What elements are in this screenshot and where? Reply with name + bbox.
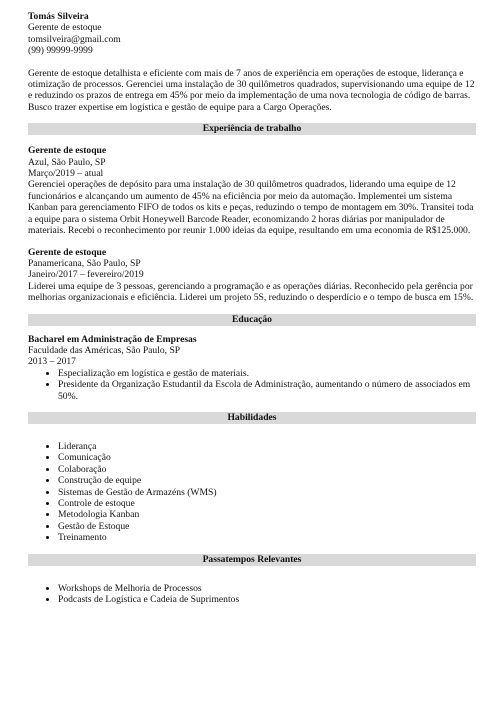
degree-title: Bacharel em Administração de Empresas (28, 333, 197, 345)
job-description: Liderei uma equipe de 3 pessoas, gerenciando a programação e as operações diárias. Reconhecido pela gerência por melhorias organizacionais e eficiência. Liderei um projeto 5S, reduzindo o desperdício e o tempo de busca em 15%. (28, 280, 474, 304)
professional-summary: Gerente de estoque detalhista e eficiente com mais de 7 anos de experiência em operações de estoque, liderança e otimização de processos. Gerenciei uma instalação de 30 quilômetros quadrados, supervisionando uma equipe de 12 e reduzindo os prazos de entrega em 45% por meio da implementação de uma nova tecnologia de código de barras. Busco trazer expertise em logística e gestão de equipe para a Cargo Operações. (28, 67, 475, 113)
list-item: • Construção de equipe (58, 475, 476, 486)
list-item: • Colaboração (58, 464, 476, 475)
school-name: Faculdade das Américas, São Paulo, SP (28, 344, 181, 356)
list-item: • Podcasts de Logística e Cadeia de Suprimentos (58, 594, 476, 605)
list-item: • Sistemas de Gestão de Armazéns (WMS) (58, 487, 476, 498)
list-item: • Treinamento (58, 532, 476, 543)
section-heading-experience: Experiência de trabalho (28, 123, 476, 135)
section-heading-hobbies: Passatempos Relevantes (28, 554, 476, 566)
job-description: Gerenciei operações de depósito para uma instalação de 30 quilômetros quadrados, liderando uma equipe de 12 funcionários e alcançando um aumento de 45% na eficiência por meio da automação. Implementei um sistema Kanban para gerenciamento FIFO de todos os kits e peças, reduzindo o tempo de montagem em 30%. Transitei toda a equipe para o sistema Orbit Honeywell Barcode Reader, economizando 2 horas diárias por manipulador de materiais. Recebi o reconhecimento por reunir 1.000 ideias da equipe, resultando em uma economia de R$125.000. (28, 179, 474, 237)
education-dates: 2013 – 2017 (28, 356, 76, 368)
education-list (28, 368, 476, 402)
skills-list (28, 441, 476, 544)
job-company: Azul, São Paulo, SP (28, 156, 106, 168)
job-entry (28, 247, 476, 304)
job-title: Gerente de estoque (28, 246, 107, 258)
list-item: • Liderança (58, 441, 476, 452)
job-title: Gerente de estoque (28, 145, 107, 157)
section-heading-skills: Habilidades (28, 412, 476, 424)
list-item: • Controle de estoque (58, 498, 476, 509)
candidate-title: Gerente de estoque (28, 22, 102, 34)
education-entry (28, 334, 476, 402)
list-item: • Presidente da Organização Estudantil da Escola de Administração, aumentando o número de associados em 50%. (58, 379, 476, 402)
job-dates: Março/2019 – atual (28, 168, 104, 180)
hobbies-list (28, 583, 476, 606)
candidate-email: tomsilveira@gmail.com (28, 33, 121, 45)
job-entry (28, 145, 476, 236)
section-heading-education: Educação (28, 314, 476, 326)
job-company: Panamericana, São Paulo, SP (28, 257, 141, 269)
job-dates: Janeiro/2017 – fevereiro/2019 (28, 269, 144, 281)
candidate-phone: (99) 99999-9999 (28, 45, 93, 57)
list-item: • Workshops de Melhoria de Processos (58, 583, 476, 594)
candidate-name: Tomás Silveira (28, 11, 89, 22)
list-item: • Gestão de Estoque (58, 521, 476, 532)
resume-header (28, 11, 476, 57)
list-item: • Especialização em logística e gestão de materiais. (58, 368, 476, 379)
list-item: • Comunicação (58, 452, 476, 463)
list-item: • Metodologia Kanban (58, 509, 476, 520)
